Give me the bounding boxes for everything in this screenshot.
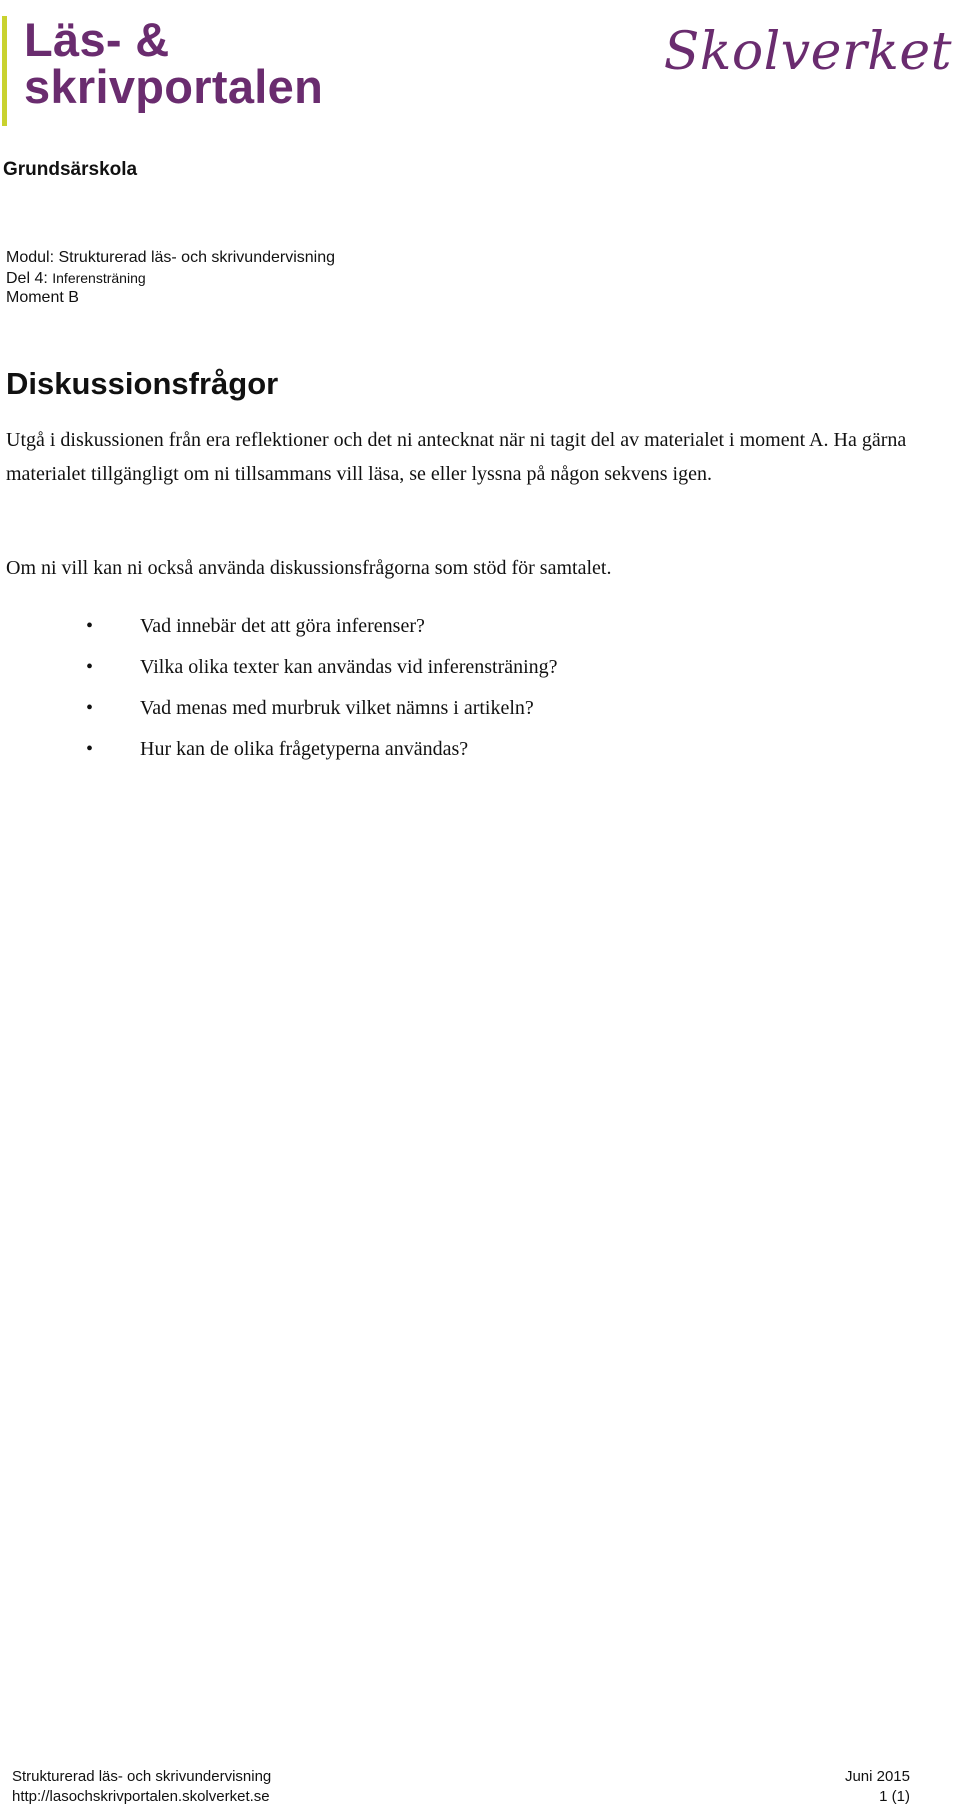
question-text: Vilka olika texter kan användas vid inferensträning? (140, 656, 558, 678)
intro-paragraph: Utgå i diskussionen från era reflektioner och det ni antecknat när ni tagit del av materialet i moment A. Ha gärna materialet tillgängligt om ni tillsammans vill läsa, se eller lyssna på någon sekvens igen. (6, 429, 907, 485)
part-name: Inferensträning (52, 270, 146, 286)
module-info (6, 248, 335, 308)
bullet-icon: • (86, 615, 94, 637)
portal-title-line2: skrivportalen (24, 60, 324, 113)
school-form-label: Grundsärskola (3, 159, 138, 180)
bullet-icon: • (86, 656, 94, 678)
portal-title-line1: Läs- & (24, 13, 170, 66)
part-prefix: Del 4: (6, 270, 48, 287)
footer-right (845, 1767, 910, 1807)
module-line: Modul: Strukturerad läs- och skrivundervisning (6, 249, 336, 266)
moment-line: Moment B (6, 289, 79, 306)
page-title: Diskussionsfrågor (6, 366, 279, 401)
question-text: Vad innebär det att göra inferenser? (140, 615, 425, 637)
footer-module-name: Strukturerad läs- och skrivundervisning (12, 1768, 272, 1785)
footer-url: http://lasochskrivportalen.skolverket.se (12, 1788, 270, 1805)
portal-logo-accent-bar (2, 16, 7, 126)
portal-logo (0, 13, 380, 126)
question-text: Vad menas med murbruk vilket nämns i artikeln? (140, 697, 534, 719)
page-number: 1 (1) (879, 1788, 910, 1805)
bullet-icon: • (86, 697, 94, 719)
question-text: Hur kan de olika frågetyperna användas? (140, 738, 469, 760)
footer-date: Juni 2015 (844, 1768, 910, 1785)
bullet-icon: • (86, 738, 94, 760)
skolverket-logo: Skolverket (663, 22, 952, 82)
support-paragraph: Om ni vill kan ni också använda diskussionsfrågorna som stöd för samtalet. (6, 557, 612, 579)
footer-left (12, 1767, 271, 1807)
part-line (6, 268, 335, 288)
portal-title (24, 13, 324, 113)
